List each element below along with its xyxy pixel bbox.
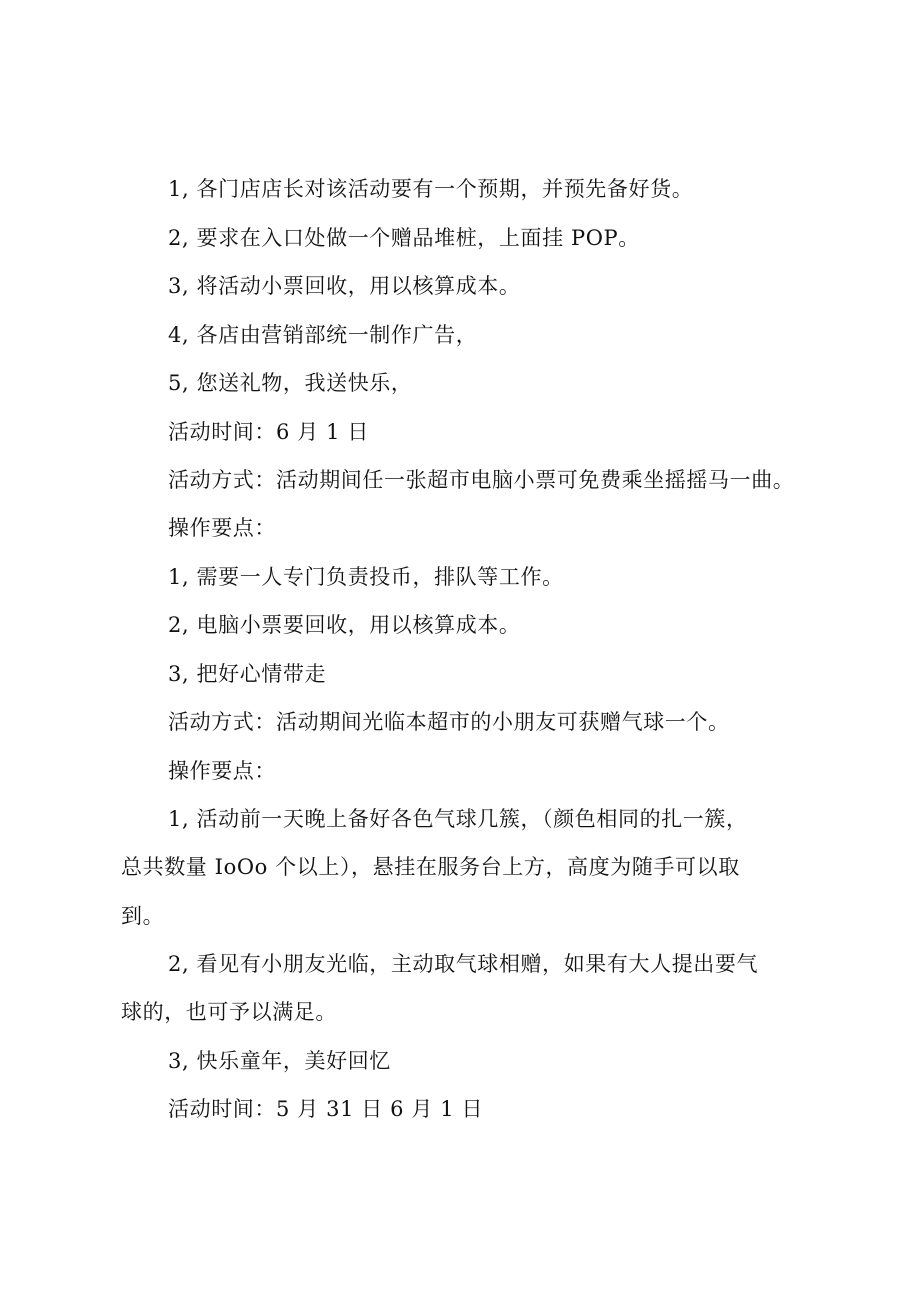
- paragraph-line: 到。: [121, 904, 165, 928]
- paragraph-line: 3, 把好心情带走: [168, 662, 327, 686]
- paragraph-line: 活动时间：6 月 1 日: [168, 420, 369, 444]
- paragraph-line: 3, 将活动小票回收，用以核算成本。: [168, 274, 521, 298]
- section-heading: 操作要点：: [168, 516, 276, 540]
- paragraph-line: 活动方式：活动期间光临本超市的小朋友可获赠气球一个。: [168, 710, 730, 734]
- paragraph-line: 2, 要求在入口处做一个赠品堆桩，上面挂 POP。: [168, 226, 640, 250]
- paragraph-line: 活动时间：5 月 31 日 6 月 1 日: [168, 1097, 484, 1121]
- paragraph-line: 球的，也可予以满足。: [121, 1000, 337, 1024]
- paragraph-line: 4, 各店由营销部统一制作广告，: [168, 323, 478, 347]
- paragraph-line: 2, 看见有小朋友光临，主动取气球相赠，如果有大人提出要气: [168, 952, 759, 976]
- paragraph-line: 活动方式：活动期间任一张超市电脑小票可免费乘坐摇摇马一曲。: [168, 468, 795, 492]
- section-heading: 操作要点：: [168, 759, 276, 783]
- paragraph-line: 1, 各门店店长对该活动要有一个预期，并预先备好货。: [168, 177, 694, 201]
- paragraph-line: 总共数量 IoOo 个以上），悬挂在服务台上方，高度为随手可以取: [121, 855, 740, 879]
- paragraph-line: 3, 快乐童年，美好回忆: [168, 1049, 391, 1073]
- paragraph-line: 1, 需要一人专门负责投币，排队等工作。: [168, 565, 564, 589]
- paragraph-line: 2, 电脑小票要回收，用以核算成本。: [168, 613, 521, 637]
- paragraph-line: 1, 活动前一天晚上备好各色气球几簇，（颜色相同的扎一簇，: [168, 807, 748, 831]
- paragraph-line: 5, 您送礼物，我送快乐，: [168, 371, 413, 395]
